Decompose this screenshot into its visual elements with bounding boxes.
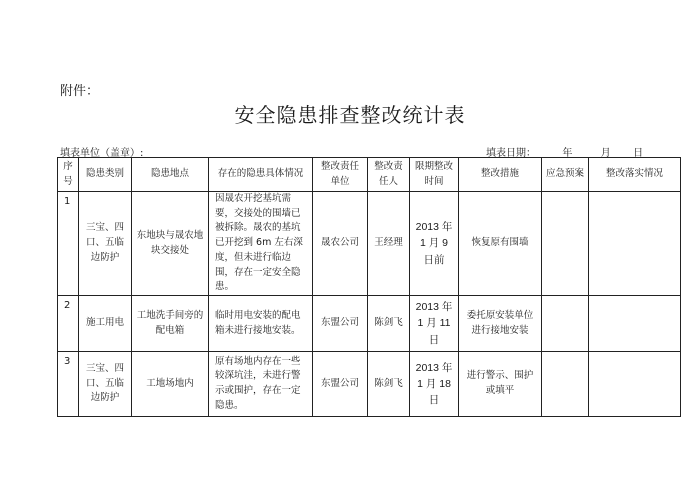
row-deadline: 2013 年 1 月 11 日 (410, 296, 459, 352)
header-situation: 存在的隐患具体情况 (209, 158, 313, 192)
row-situation: 临时用电安装的配电箱未进行接地安装。 (209, 296, 313, 352)
row-situation: 因晟农开挖基坑需要，交接处的围墙已被拆除。晟农的基坑已开挖到 6m 左右深度，但未进行临边围，存在一定安全隐患。 (209, 192, 313, 296)
day-label: 日 (633, 148, 644, 159)
page-title: 安全隐患排查整改统计表 (234, 103, 466, 127)
year-label: 年 (562, 148, 573, 159)
row-status (589, 352, 681, 417)
row-category: 三宝、四口、五临边防护 (79, 192, 132, 296)
row-measures: 进行警示、围护或填平 (459, 352, 542, 417)
header-status: 整改落实情况 (589, 158, 681, 192)
row-emergency (542, 192, 589, 296)
row-seq: 2 (58, 296, 79, 352)
header-measures: 整改措施 (459, 158, 542, 192)
table-row (58, 352, 681, 417)
row-unit: 东盟公司 (313, 352, 368, 417)
row-measures: 恢复原有围墙 (459, 192, 542, 296)
row-unit: 晟农公司 (313, 192, 368, 296)
row-status (589, 296, 681, 352)
header-deadline: 限期整改时间 (410, 158, 459, 192)
row-deadline: 2013 年 1 月 9 日前 (410, 192, 459, 296)
row-category: 施工用电 (79, 296, 132, 352)
row-unit: 东盟公司 (313, 296, 368, 352)
row-seq: 1 (58, 192, 79, 296)
header-rect-person: 整改责任人 (368, 158, 410, 192)
row-seq: 3 (58, 352, 79, 417)
header-category: 隐患类别 (79, 158, 132, 192)
header-emergency: 应急预案 (542, 158, 589, 192)
row-situation: 原有场地内存在一些较深坑洼，未进行警示或围护，存在一定隐患。 (209, 352, 313, 417)
row-person: 王经理 (368, 192, 410, 296)
row-person: 陈剑飞 (368, 296, 410, 352)
filing-unit-label: 填表单位（盖章）: (60, 148, 144, 159)
row-emergency (542, 352, 589, 417)
header-location: 隐患地点 (132, 158, 209, 192)
row-measures: 委托原安装单位进行接地安装 (459, 296, 542, 352)
row-location: 东地块与晟农地块交接处 (132, 192, 209, 296)
row-status (589, 192, 681, 296)
row-location: 工地洗手间旁的配电箱 (132, 296, 209, 352)
month-label: 月 (600, 148, 611, 159)
header-rect-unit: 整改责任单位 (313, 158, 368, 192)
hazard-table (57, 157, 681, 417)
row-deadline: 2013 年 1 月 18 日 (410, 352, 459, 417)
row-emergency (542, 296, 589, 352)
attachment-label: 附件： (60, 84, 100, 99)
table-row (58, 192, 681, 296)
row-location: 工地场地内 (132, 352, 209, 417)
row-person: 陈剑飞 (368, 352, 410, 417)
row-category: 三宝、四口、五临边防护 (79, 352, 132, 417)
header-seq: 序号 (58, 158, 79, 192)
filing-date-label: 填表日期： (486, 148, 536, 159)
header-row (58, 158, 681, 192)
table-row (58, 296, 681, 352)
